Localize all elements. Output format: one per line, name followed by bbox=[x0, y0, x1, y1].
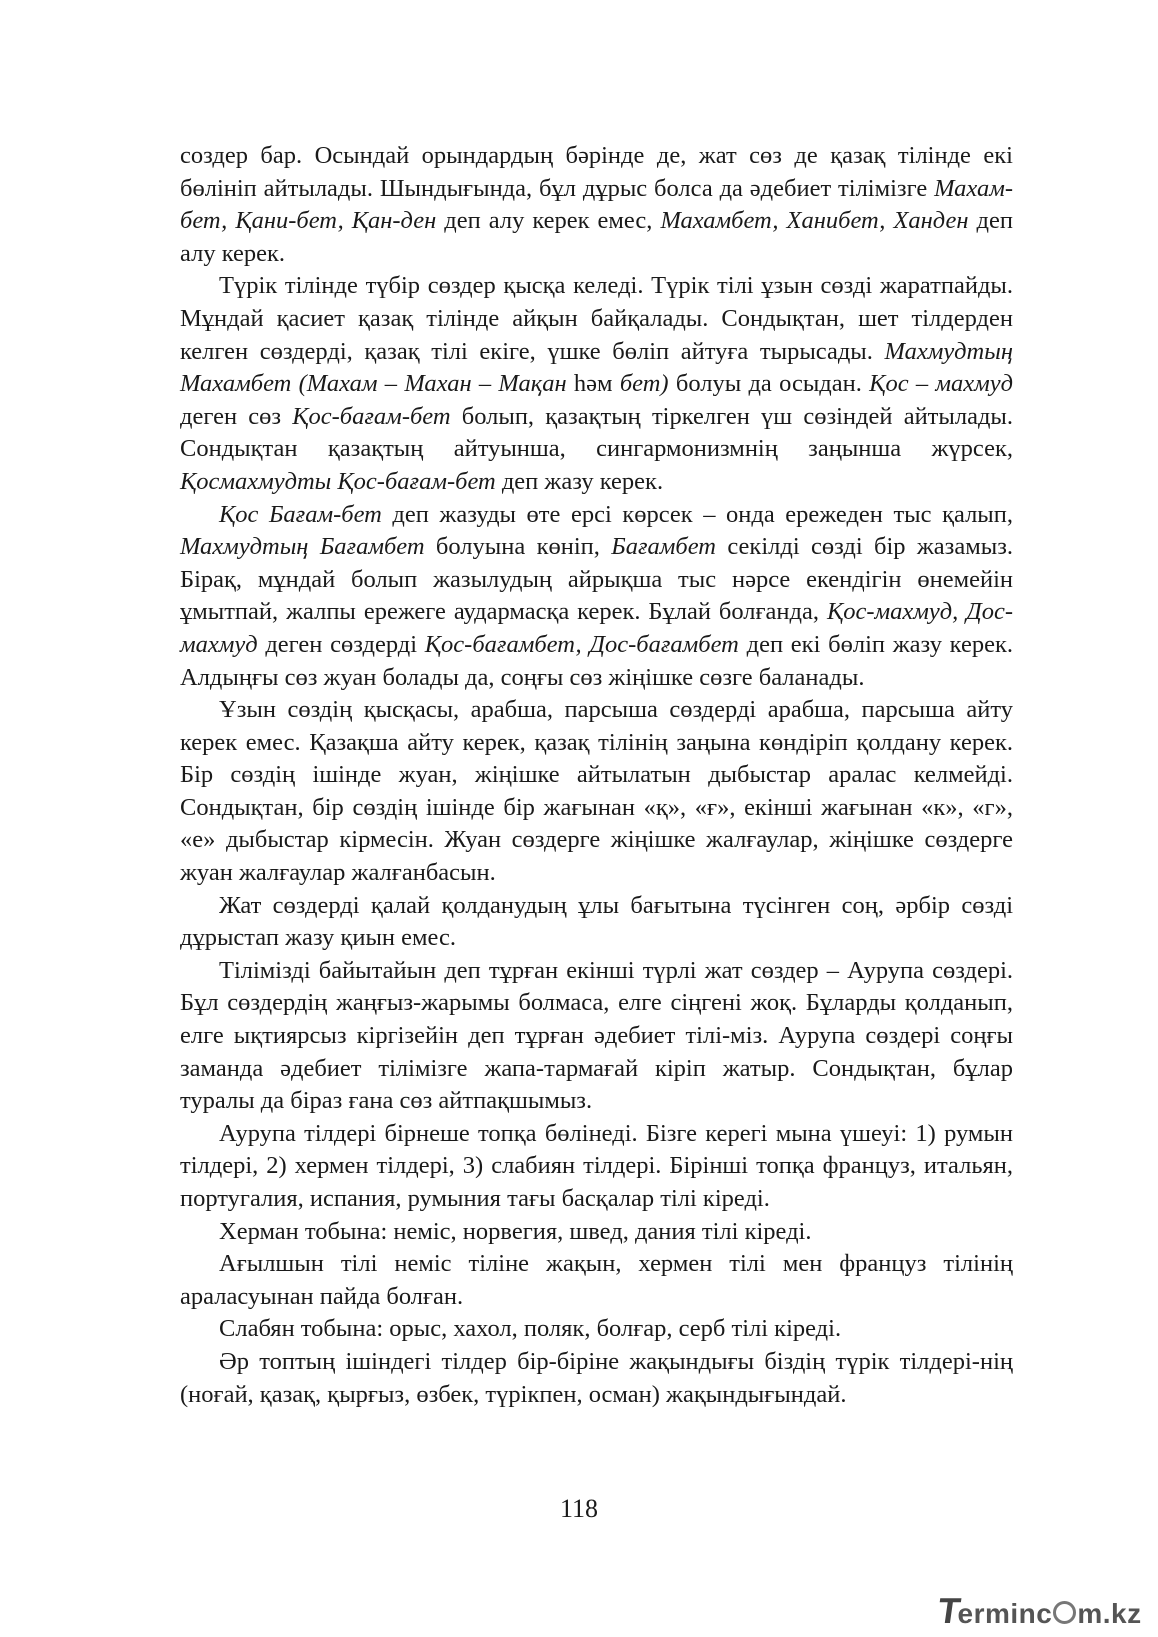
text-segment: деген сөздерді bbox=[257, 630, 425, 658]
text-segment: Жат сөздерді қалай қолданудың ұлы бағытына түсінген соң, әрбір сөзді дұрыстап жазу қиын емес. bbox=[180, 891, 1013, 952]
text-segment: деп алу керек. bbox=[180, 207, 1013, 267]
text-segment: секілді сөзді бір жазамыз. Бірақ, мұндай болып жазылудың айрықша тыс нәрсе екендігін өнемейін ұмытпай, жалпы ережеге аудармасқа керек. Бұлай болғанда, bbox=[180, 533, 1014, 626]
italic-segment: Бағамбет bbox=[611, 533, 716, 561]
paragraph bbox=[180, 694, 1013, 890]
text-segment: Түрік тілінде түбір сөздер қысқа келеді. Түрік тілі ұзын сөзді жаратпайды. Мұндай қасиет қазақ тілінде айқын байқалады. Сондықтан, шет тілдерден келген сөздерді, қазақ тілі екіге, үшке бөліп айтуға тырысады. bbox=[180, 272, 1013, 365]
paragraph bbox=[180, 1216, 1013, 1249]
paragraph bbox=[180, 1346, 1013, 1411]
paragraph bbox=[180, 1313, 1013, 1346]
italic-segment: Махмудтың Махамбет (Махам – Махан – Мақан bbox=[180, 337, 1013, 398]
italic-segment: Қосмахмудты Қос-бағам-бет bbox=[180, 467, 496, 495]
text-segment: Аурупа тілдері бірнеше топқа бөлінеді. Бізге керегі мына үшеуі: 1) румын тілдері, 2) хермен тілдері, 3) слабиян тілдері. Бірінші топқа француз, итальян, португалия, испания, румыния тағы басқалар тілі кіреді. bbox=[180, 1119, 1013, 1212]
text-segment: болуына көніп, bbox=[424, 533, 612, 561]
text-segment: деп алу керек емес, bbox=[436, 207, 661, 235]
text-segment: Слабян тобына: орыс, хахол, поляк, болғар, серб тілі кіреді. bbox=[219, 1315, 842, 1343]
text-segment: создер бар. Осындай орындардың бәрінде де, жат сөз де қазақ тілінде екі бөлініп айтылады. Шындығында, бұл дұрыс болса да әдебиет тілімізге bbox=[180, 142, 1013, 202]
paragraph bbox=[180, 270, 1013, 498]
italic-segment: Қос Бағам-бет bbox=[219, 500, 382, 528]
text-segment: болуы да осыдан. bbox=[668, 370, 870, 398]
paragraph bbox=[180, 955, 1013, 1118]
italic-segment: Қос-бағамбет, Дос-бағамбет bbox=[424, 630, 739, 658]
page-number: 118 bbox=[559, 1494, 599, 1523]
italic-segment: Қос-бағам-бет bbox=[292, 402, 451, 430]
text-segment: деп екі бөліп жазу керек. Алдыңғы сөз жуан болады да, соңғы сөз жіңішке сөзге баланады. bbox=[180, 630, 1014, 691]
italic-segment: Қос – махмуд bbox=[869, 370, 1013, 398]
italic-segment: бет) bbox=[619, 370, 669, 398]
body-text bbox=[180, 140, 1013, 1411]
italic-segment: Қос-махмуд, Дос-махмуд bbox=[180, 598, 1014, 658]
paragraph bbox=[180, 890, 1013, 955]
paragraph bbox=[180, 140, 1013, 270]
watermark-t-mark: T bbox=[935, 1590, 964, 1631]
text-segment: Тілімізді байытайын деп тұрған екінші түрлі жат сөздер – Аурупа сөздері. Бұл сөздердің жаңғыз-жарымы болмаса, елге сіңгені жоқ. Бұларды қолданып, елге ықтиярсыз кіргізейін деп тұрған әдебиет тілі-міз. Аурупа сөздері соңғы заманда әдебиет тілімізге жапа-тармағай кіріп жатыр. Сондықтан, бұлар туралы да біраз ғана сөз айтпақшымыз. bbox=[180, 956, 1013, 1115]
watermark-logo bbox=[935, 1590, 1148, 1631]
watermark-rest: erminc bbox=[957, 1598, 1053, 1629]
text-segment: һәм bbox=[566, 370, 620, 398]
text-segment: Әр топтың ішіндегі тілдер бір-біріне жақындығы біздің түрік тілдері-нің (ноғай, қазақ, қырғыз, өзбек, түрікпен, осман) жақындығындай. bbox=[180, 1347, 1013, 1408]
text-segment: Ағылшын тілі неміс тіліне жақын, хермен тілі мен француз тілінің араласуынан пайда болған. bbox=[180, 1250, 1013, 1310]
text-segment: болып, қазақтың тіркелген үш сөзіндей айтылады. Сондықтан қазақтың айтуынша, сингармонизмнің заңынша жүрсек, bbox=[180, 402, 1013, 463]
text-segment: Херман тобына: неміс, норвегия, швед, дания тілі кіреді. bbox=[219, 1217, 812, 1245]
text-segment: Ұзын сөздің қысқасы, арабша, парсыша сөздерді арабша, парсыша айту керек емес. Қазақша айту керек, қазақ тілінің заңына көндіріп қолдану керек. Бір сөздің ішінде жуан, жіңішке айтылатын дыбыстар аралас келмейді. Сондықтан, бір сөздің ішінде бір жағынан «қ», «ғ», екінші жағынан «к», «г», «е» дыбыстар кірмесін. Жуан сөздерге жіңішке жалғаулар, жіңішке сөздерге жуан жалғаулар жалғанбасын. bbox=[180, 696, 1013, 887]
italic-segment: Махамбет, Ханибет, Ханден bbox=[660, 207, 969, 235]
text-segment: деп жазуды өте ерсі көрсек – онда ережеден тыс қалып, bbox=[381, 500, 1013, 528]
paragraph bbox=[180, 1248, 1013, 1313]
text-segment: деп жазу керек. bbox=[495, 467, 664, 495]
text-segment: деген сөз bbox=[180, 402, 293, 430]
watermark-tail: m.kz bbox=[1077, 1598, 1142, 1629]
italic-segment: Махам-бет, Қани-бет, Қан-ден bbox=[180, 174, 1013, 235]
watermark-magnifier-icon bbox=[1053, 1601, 1076, 1624]
paragraph bbox=[180, 499, 1013, 695]
italic-segment: Махмудтың Бағамбет bbox=[180, 533, 425, 561]
paragraph bbox=[180, 1118, 1013, 1216]
